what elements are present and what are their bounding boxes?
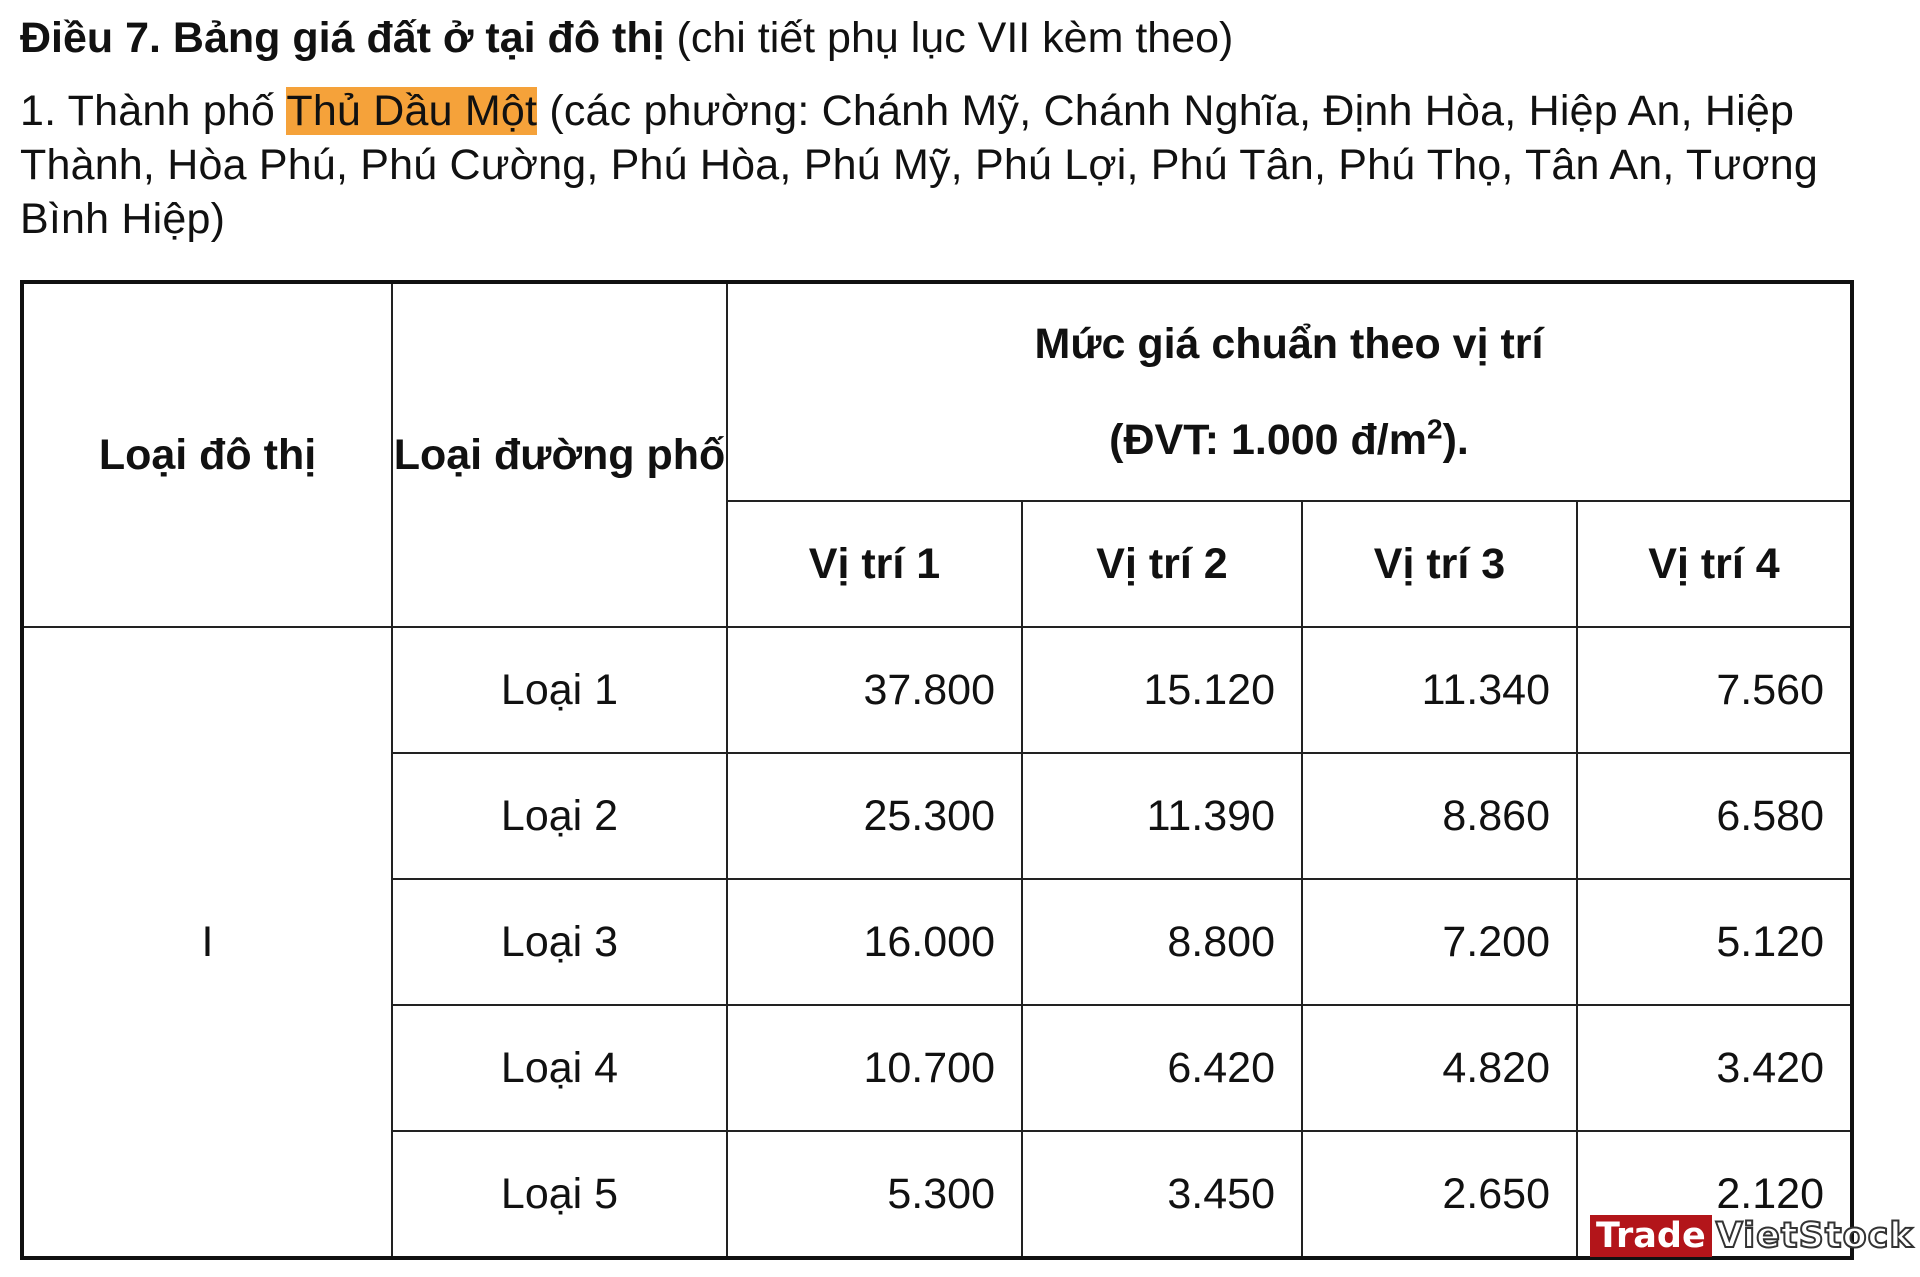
price-cell: 3.420: [1577, 1005, 1852, 1131]
urban-type-cell: I: [22, 627, 392, 1258]
price-cell: 16.000: [727, 879, 1022, 1005]
price-header-unit: [728, 392, 1850, 488]
unit-superscript: 2: [1426, 413, 1443, 445]
article-heading: [20, 8, 1900, 68]
price-cell: 2.120: [1577, 1131, 1852, 1258]
watermark-vietstock: VietStock: [1715, 1216, 1914, 1256]
street-type-cell: Loại 4: [392, 1005, 727, 1131]
price-cell: 5.300: [727, 1131, 1022, 1258]
street-type-cell: Loại 1: [392, 627, 727, 753]
intro-ward-list: (các phường: Chánh Mỹ, Chánh Nghĩa, Định Hòa, Hiệp An, Hiệp Thành, Hòa Phú, Phú Cường, Phú Hòa, Phú Mỹ, Phú Lợi, Phú Tân, Phú Thọ, Tân An, Tương Bình Hiệp): [20, 87, 1819, 243]
article-title: Điều 7. Bảng giá đất ở tại đô thị: [20, 14, 665, 62]
price-cell: 8.860: [1302, 753, 1577, 879]
price-cell: 2.650: [1302, 1131, 1577, 1258]
price-cell: 7.200: [1302, 879, 1577, 1005]
price-cell: 4.820: [1302, 1005, 1577, 1131]
header-position-2: Vị trí 2: [1022, 501, 1302, 627]
header-standard-price: [727, 282, 1852, 501]
price-cell: 37.800: [727, 627, 1022, 753]
street-type-cell: Loại 3: [392, 879, 727, 1005]
table-row: [22, 627, 1852, 753]
price-cell: 8.800: [1022, 879, 1302, 1005]
street-type-cell: Loại 2: [392, 753, 727, 879]
article-note: (chi tiết phụ lục VII kèm theo): [676, 14, 1234, 62]
table-header-row: [22, 282, 1852, 501]
price-cell: 10.700: [727, 1005, 1022, 1131]
land-price-table: [20, 280, 1854, 1260]
price-cell: 15.120: [1022, 627, 1302, 753]
unit-text: (ĐVT: 1.000 đ/m: [1109, 416, 1427, 464]
header-position-3: Vị trí 3: [1302, 501, 1577, 627]
city-name-highlight: Thủ Dầu Một: [286, 87, 538, 135]
header-position-4: Vị trí 4: [1577, 501, 1852, 627]
watermark-trade: Trade: [1590, 1215, 1712, 1257]
price-cell: 3.450: [1022, 1131, 1302, 1258]
price-cell: 6.420: [1022, 1005, 1302, 1131]
price-cell: 11.340: [1302, 627, 1577, 753]
street-type-cell: Loại 5: [392, 1131, 727, 1258]
header-urban-type: Loại đô thị: [22, 282, 392, 627]
header-street-type: Loại đường phố: [392, 282, 727, 627]
intro-prefix: 1. Thành phố: [20, 87, 287, 135]
price-header-title: Mức giá chuẩn theo vị trí: [1034, 320, 1544, 368]
price-cell: 6.580: [1577, 753, 1852, 879]
unit-text-end: ).: [1442, 416, 1469, 464]
header-position-1: Vị trí 1: [727, 501, 1022, 627]
price-cell: 11.390: [1022, 753, 1302, 879]
tradevietstock-watermark: [1590, 1215, 1914, 1257]
price-cell: 25.300: [727, 753, 1022, 879]
price-cell: 7.560: [1577, 627, 1852, 753]
price-cell: 5.120: [1577, 879, 1852, 1005]
intro-paragraph: [20, 84, 1890, 246]
